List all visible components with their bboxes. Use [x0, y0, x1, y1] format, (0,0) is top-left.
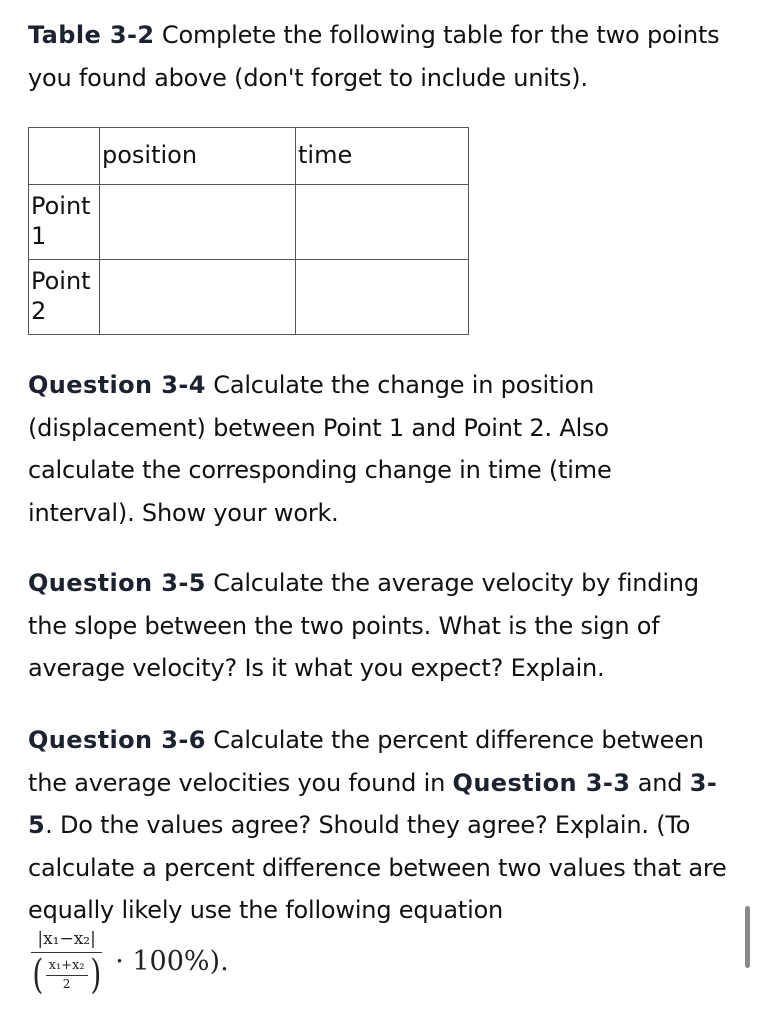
question-label: Question 3-4 [28, 371, 206, 399]
table-header-cell: position [100, 128, 296, 185]
formula-numerator: |x₁−x₂| [31, 928, 102, 953]
data-table [28, 127, 469, 335]
question-text: Calculate the change in position (displacement) between Point 1 and Point 2. Also calculate the corresponding change in time (time interval). Show your work. [28, 371, 612, 527]
position-cell[interactable] [100, 260, 296, 335]
scrollbar-thumb[interactable] [745, 906, 750, 968]
question-label: Question 3-6 [28, 726, 206, 754]
question-ref: Question 3-3 [452, 768, 631, 797]
formula-inner-numerator: x₁+x₂ [46, 958, 88, 976]
table-row [29, 260, 469, 335]
formula-paren-open: ( [32, 952, 44, 998]
formula-inner-denominator: 2 [62, 977, 71, 991]
row-label: Point 2 [29, 260, 100, 335]
formula-inner-fraction [46, 958, 88, 992]
question-ref: 3-5 [28, 768, 718, 839]
table-header-cell: time [296, 128, 469, 185]
formula-paren-close: ) [89, 952, 101, 998]
row-label: Point 1 [29, 185, 100, 260]
question-label: Question 3-5 [28, 569, 206, 597]
question-text: and [630, 768, 690, 797]
formula-tail: · 100%). [115, 946, 229, 977]
table-label: Table 3-2 [28, 21, 155, 49]
time-cell[interactable] [296, 185, 469, 260]
question-text: Calculate the average velocity by finding the slope between the two points. What is the sign of average velocity? Is it what you expect? Explain. [28, 569, 699, 682]
formula-fraction [30, 928, 103, 998]
question-3-6 [28, 719, 728, 932]
table-header-row [29, 128, 469, 185]
question-text: Calculate the percent difference between the average velocities you found in [28, 726, 704, 797]
table-row [29, 185, 469, 260]
table-intro [28, 14, 728, 99]
table-header-cell [29, 128, 100, 185]
question-text: . Do the values agree? Should they agree? Explain. (To calculate a percent difference between two values that are equally likely use the following equation [28, 811, 727, 924]
table-intro-text: Complete the following table for the two points you found above (don't forget to include units). [28, 21, 720, 92]
formula-denominator [30, 952, 103, 998]
position-cell[interactable] [100, 185, 296, 260]
percent-difference-formula [30, 928, 229, 998]
time-cell[interactable] [296, 260, 469, 335]
question-3-5 [28, 562, 728, 690]
question-3-4 [28, 364, 688, 534]
